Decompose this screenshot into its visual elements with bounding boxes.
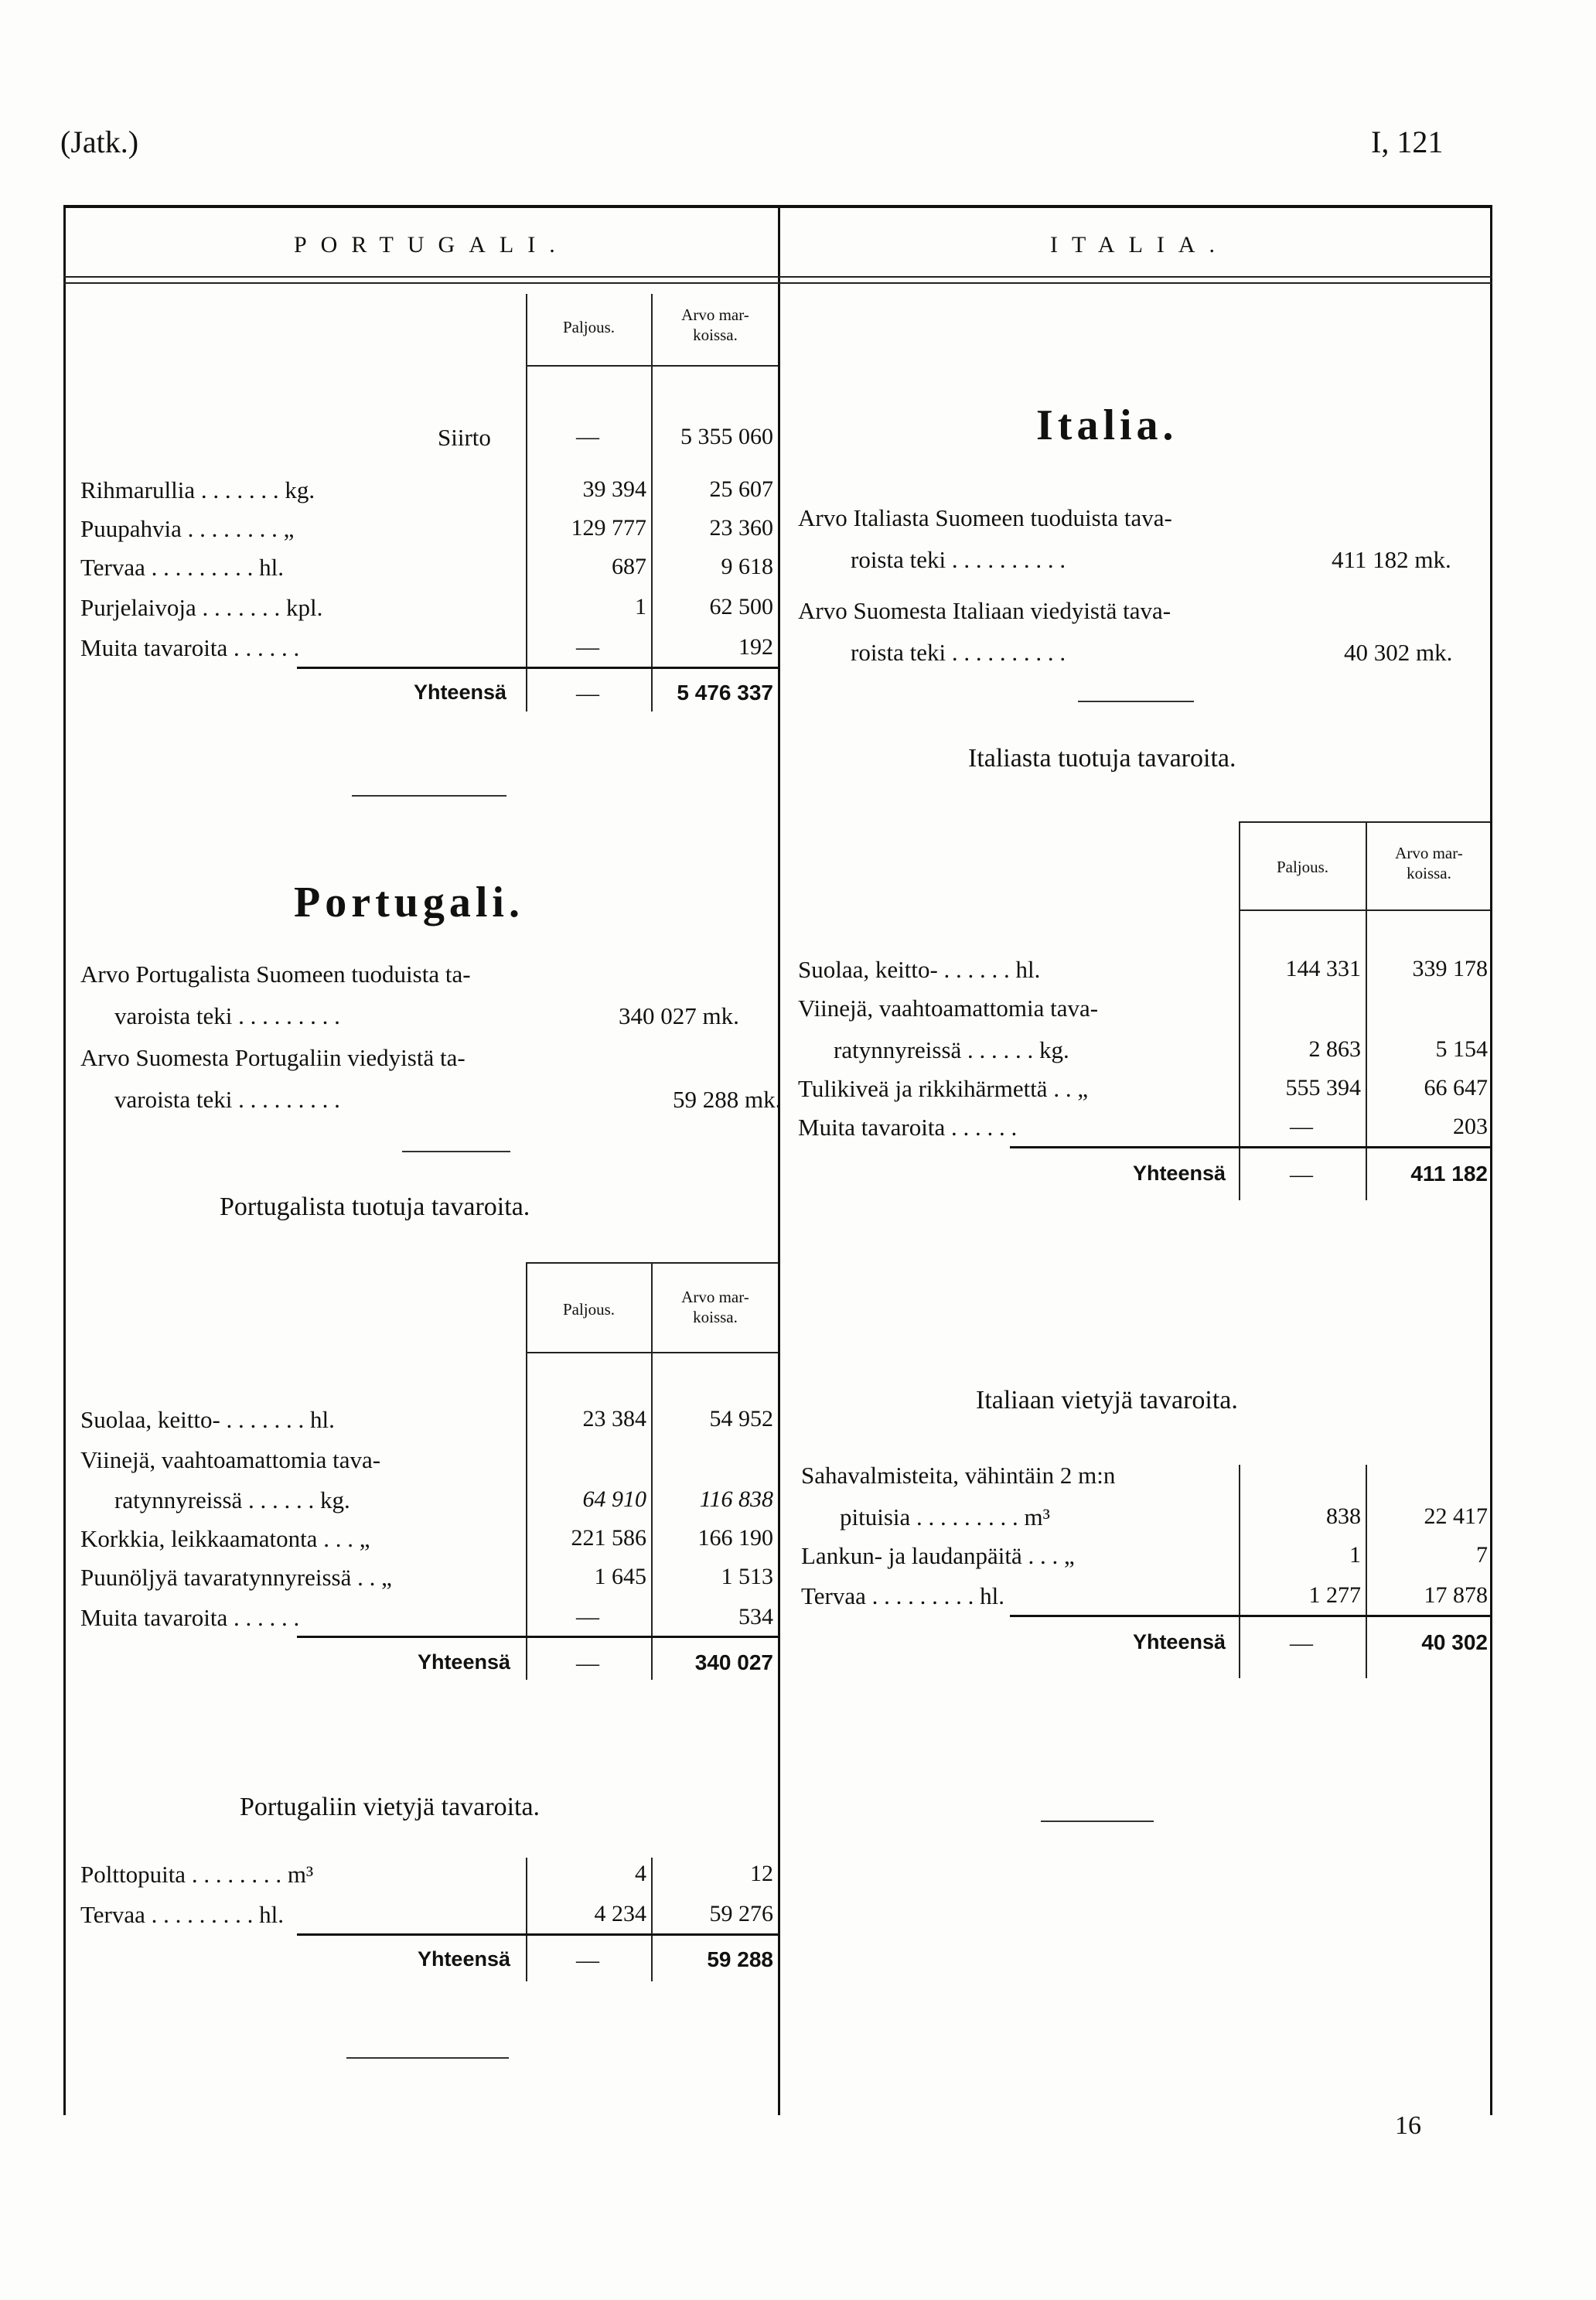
table-row-value: 534 [738, 1604, 773, 1629]
table-row-label: Viinejä, vaahtoamattomia tava- [80, 1446, 381, 1473]
column-head-value [653, 305, 777, 345]
table-row-value: 17 878 [1424, 1582, 1488, 1608]
table-row-label: Sahavalmisteita, vähintäin 2 m:n [801, 1462, 1116, 1489]
table-col-line [651, 1858, 653, 1981]
table-col-line [1366, 1465, 1367, 1678]
table-row-qty: 4 [635, 1861, 646, 1886]
italia-export-line1: Arvo Suomesta Italiaan viedyistä tava- [798, 597, 1171, 624]
table-row-qty: 1 645 [594, 1564, 646, 1589]
total-label: Yhteensä [1132, 1630, 1226, 1653]
italia-import-line2: roista teki . . . . . . . . . . [851, 546, 1066, 573]
table-row-qty: 129 777 [571, 515, 646, 541]
table-row-label: Puupahvia . . . . . . . . „ [80, 515, 295, 542]
table-row-label: Suolaa, keitto- . . . . . . hl. [798, 956, 1041, 983]
table-col-line [651, 1262, 653, 1680]
table-row-qty: 4 234 [594, 1901, 646, 1926]
total-qty: — [1290, 1630, 1313, 1656]
table-col-line [1239, 1465, 1240, 1678]
table-row-label: Polttopuita . . . . . . . . m³ [80, 1861, 314, 1888]
table-row-qty: 221 586 [571, 1525, 646, 1551]
table-row-label: Viinejä, vaahtoamattomia tava- [798, 995, 1099, 1022]
italia-exports-title: Italiaan vietyjä tavaroita. [976, 1386, 1238, 1414]
title-rule-2 [63, 282, 1492, 284]
table-row-label: Tulikiveä ja rikkihärmettä . . „ [798, 1075, 1089, 1102]
column-title-portugal: PORTUGALI. [294, 232, 569, 258]
table-row-value: 54 952 [709, 1406, 773, 1432]
table-row-qty: 1 277 [1308, 1582, 1361, 1608]
table-head-rule [1239, 909, 1490, 911]
total-label: Yhteensä [417, 1650, 510, 1674]
table-row-value: 66 647 [1424, 1075, 1488, 1101]
table-row-label: Rihmarullia . . . . . . . kg. [80, 476, 315, 503]
table-row-value: 9 618 [721, 554, 773, 579]
table-row-value: 23 360 [709, 515, 773, 541]
total-rule [1010, 1146, 1490, 1148]
italia-imports-title: Italiasta tuotuja tavaroita. [968, 744, 1236, 773]
table-row-qty: 687 [612, 554, 646, 579]
section-heading-italia: Italia. [1036, 401, 1178, 449]
total-value: 5 476 337 [677, 681, 773, 705]
italia-import-value: 411 182 mk. [1332, 546, 1451, 573]
italia-export-value: 40 302 mk. [1344, 639, 1453, 666]
left-frame-line [63, 205, 66, 2115]
total-rule [297, 1933, 778, 1936]
total-label: Yhteensä [417, 1947, 510, 1971]
table-row-qty: 144 331 [1285, 956, 1361, 981]
italia-export-line2: roista teki . . . . . . . . . . [851, 639, 1066, 666]
total-rule [1010, 1615, 1490, 1617]
section-separator [346, 2057, 509, 2059]
table-row-label: Muita tavaroita . . . . . . [798, 1114, 1018, 1141]
table-row-value: 166 190 [697, 1525, 773, 1551]
page-reference: I, 121 [1371, 125, 1444, 159]
table-col-line [526, 294, 527, 711]
table-row-label: Tervaa . . . . . . . . . hl. [80, 554, 284, 581]
table-row-qty: 39 394 [582, 476, 646, 502]
portugal-export-line1: Arvo Suomesta Portugaliin viedyistä ta- [80, 1044, 466, 1071]
table-col-line [651, 294, 653, 711]
page-number: 16 [1395, 2111, 1421, 2140]
table-row-label: Puunöljyä tavaratynnyreissä . . „ [80, 1564, 392, 1591]
section-separator [1041, 1821, 1154, 1822]
title-rule [63, 276, 1492, 278]
portugal-exports-title: Portugaliin vietyjä tavaroita. [240, 1793, 541, 1821]
table-head-rule [526, 1352, 778, 1353]
right-frame-line [1490, 205, 1492, 2115]
table-row-label: Muita tavaroita . . . . . . [80, 634, 300, 661]
table-row-label: Muita tavaroita . . . . . . [80, 1604, 300, 1631]
total-qty: — [576, 681, 599, 706]
table-row-qty: 1 [1349, 1542, 1361, 1568]
table-row-value: 12 [750, 1861, 773, 1886]
table-row-qty: 838 [1326, 1503, 1361, 1529]
table-row-label: ratynnyreissä . . . . . . kg. [114, 1486, 350, 1513]
column-head-value [1368, 843, 1490, 883]
total-label: Yhteensä [413, 681, 506, 704]
table-row-qty: 23 384 [582, 1406, 646, 1432]
table-row-label: Purjelaivoja . . . . . . . kpl. [80, 594, 323, 621]
table-row-label: Tervaa . . . . . . . . . hl. [80, 1901, 284, 1928]
total-qty: — [576, 1947, 599, 1973]
column-head-value-line1: Arvo mar- [681, 1288, 749, 1306]
table-row-value: 5 154 [1435, 1036, 1488, 1062]
table-row-qty: 1 [635, 594, 646, 619]
portugal-import-line2: varoista teki . . . . . . . . . [114, 1002, 340, 1029]
column-head-value-line2: koissa. [1407, 864, 1451, 882]
column-head-quantity: Paljous. [1276, 858, 1329, 876]
running-header-left: (Jatk.) [60, 125, 139, 159]
table-row-value: 7 [1476, 1542, 1488, 1568]
table-row-value: 192 [738, 634, 773, 660]
total-label: Yhteensä [1132, 1162, 1226, 1185]
portugal-import-line1: Arvo Portugalista Suomeen tuoduista ta- [80, 961, 471, 988]
total-rule [297, 1636, 778, 1638]
portugal-import-value: 340 027 mk. [619, 1002, 739, 1029]
siirto-value: 5 355 060 [680, 424, 773, 449]
table-row-value: 1 513 [721, 1564, 773, 1589]
section-separator [402, 1151, 510, 1152]
table-row-label: Korkkia, leikkaamatonta . . . „ [80, 1525, 370, 1552]
table-row-qty: 555 394 [1285, 1075, 1361, 1101]
total-value: 40 302 [1421, 1630, 1488, 1654]
siirto-qty: — [576, 424, 599, 449]
italia-import-line1: Arvo Italiasta Suomeen tuoduista tava- [798, 504, 1172, 531]
table-row-qty: 2 863 [1308, 1036, 1361, 1062]
column-head-quantity: Paljous. [562, 1300, 616, 1319]
table-row-qty: — [576, 634, 599, 660]
section-separator [352, 795, 506, 797]
table-row-qty: — [1290, 1114, 1313, 1139]
table-row-qty: 64 910 [582, 1486, 646, 1512]
table-row-value: 25 607 [709, 476, 773, 502]
table-row-value: 116 838 [699, 1486, 773, 1512]
portugal-export-value: 59 288 mk. [673, 1086, 782, 1113]
table-row-value: 203 [1453, 1114, 1488, 1139]
table-top-rule [1239, 821, 1490, 823]
column-head-value-line2: koissa. [693, 326, 738, 344]
center-divider [778, 205, 780, 2115]
column-title-italia: ITALIA. [1050, 232, 1229, 258]
total-value: 59 288 [707, 1947, 773, 1971]
siirto-label: Siirto [438, 424, 491, 451]
table-row-value: 59 276 [709, 1901, 773, 1926]
column-head-value-line1: Arvo mar- [1395, 844, 1463, 862]
total-rule [297, 667, 778, 669]
table-head-rule [526, 365, 778, 367]
portugal-imports-title: Portugalista tuotuja tavaroita. [220, 1193, 530, 1221]
table-col-line [526, 1262, 527, 1680]
column-head-quantity: Paljous. [562, 318, 616, 336]
table-row-label: Suolaa, keitto- . . . . . . . hl. [80, 1406, 335, 1433]
column-head-value [653, 1287, 777, 1327]
table-row-value: 62 500 [709, 594, 773, 619]
section-separator [1078, 701, 1194, 702]
table-row-label: ratynnyreissä . . . . . . kg. [834, 1036, 1069, 1063]
table-row-label: pituisia . . . . . . . . . m³ [840, 1503, 1050, 1530]
column-head-value-line1: Arvo mar- [681, 305, 749, 324]
table-row-value: 22 417 [1424, 1503, 1488, 1529]
table-col-line [526, 1858, 527, 1981]
section-heading-portugal: Portugali. [294, 879, 524, 926]
portugal-export-line2: varoista teki . . . . . . . . . [114, 1086, 340, 1113]
table-row-qty: — [576, 1604, 599, 1629]
table-row-label: Lankun- ja laudanpäitä . . . „ [801, 1542, 1075, 1569]
table-row-value: 339 178 [1412, 956, 1488, 981]
total-value: 340 027 [694, 1650, 773, 1674]
total-value: 411 182 [1410, 1162, 1488, 1186]
table-col-line [1239, 821, 1240, 1200]
table-col-line [1366, 821, 1367, 1200]
table-row-label: Tervaa . . . . . . . . . hl. [801, 1582, 1004, 1609]
total-qty: — [576, 1650, 599, 1676]
total-qty: — [1290, 1162, 1313, 1187]
column-head-value-line2: koissa. [693, 1308, 738, 1326]
